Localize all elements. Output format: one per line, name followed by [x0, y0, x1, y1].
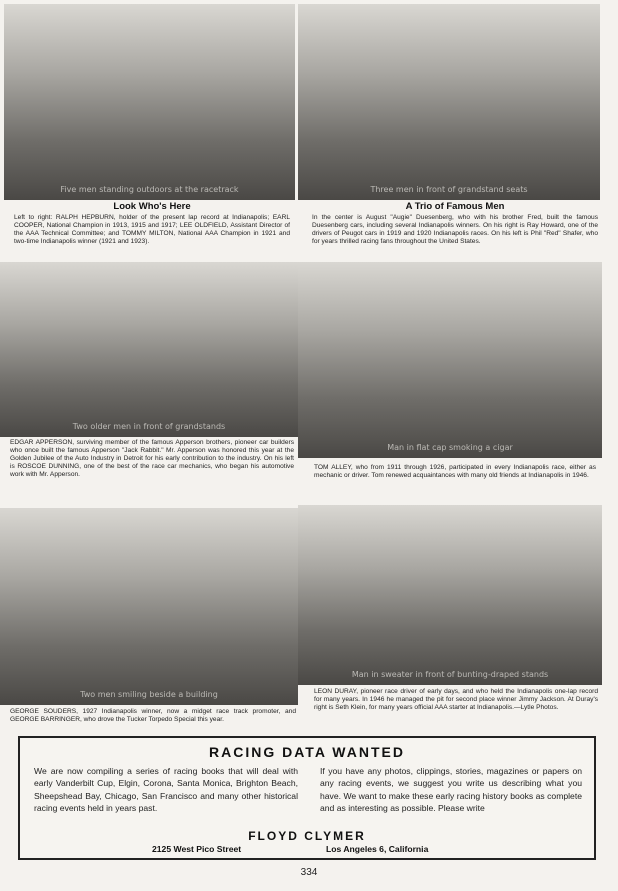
caption-body: GEORGE SOUDERS, 1927 Indianapolis winner, now a midget race track promoter, and GEORGE BARRINGER, who drove the Tucker Torpedo Special this year. — [10, 708, 296, 724]
photo-look-whos-here — [4, 4, 295, 200]
caption-trio-famous-men — [312, 201, 598, 246]
caption-look-whos-here — [14, 201, 290, 246]
photo-alt: Three men in front of grandstand seats — [370, 185, 528, 194]
caption-body: TOM ALLEY, who from 1911 through 1926, participated in every Indianapolis race, either as mechanic or driver. Tom renewed acquaintances with many old friends at Indianapolis in 1946. — [314, 464, 596, 480]
photo-alt: Five men standing outdoors at the racetrack — [60, 185, 239, 194]
photo-leon-duray — [298, 505, 602, 685]
photo-alt: Man in sweater in front of bunting-draped stands — [351, 670, 549, 679]
photo-alt: Man in flat cap smoking a cigar — [387, 443, 513, 452]
box-heading: RACING DATA WANTED — [209, 744, 405, 760]
caption-george-souders — [10, 708, 296, 724]
box-right-paragraph: If you have any photos, clippings, stories, magazines or papers on any racing events, we suggest you write us describing what you have. We want to make these early racing history books as complete and as interesting as possible. Please write — [320, 766, 582, 814]
publisher-name: FLOYD CLYMER — [248, 829, 366, 843]
caption-edgar-apperson — [10, 439, 294, 479]
caption-leon-duray — [314, 688, 598, 712]
page-number: 334 — [300, 867, 318, 878]
caption-body: EDGAR APPERSON, surviving member of the famous Apperson brothers, pioneer car builders who once built the famous Apperson "Jack Rabbit." Mr. Apperson was honored this year at the Golden Jubilee of the Auto Industry in Detroit for his early contribution to the industry. On his left is ROSCOE DUNNING, one of the best of the race car mechanics, who began his automotive work with Mr. Apperson. — [10, 439, 294, 479]
caption-body: LEON DURAY, pioneer race driver of early days, and who held the Indianapolis one-lap record for many years. In 1946 he managed the pit for second place winner Jimmy Jackson. At Duray's right is Seth Klein, for many years official AAA starter at Indianapolis.—Lytle Photos. — [314, 688, 598, 712]
photo-tom-alley — [298, 262, 602, 458]
photo-edgar-apperson — [0, 262, 298, 437]
photo-alt: Two men smiling beside a building — [80, 690, 218, 699]
caption-title: A Trio of Famous Men — [405, 201, 505, 212]
publisher-city: Los Angeles 6, California — [326, 844, 429, 854]
caption-body: In the center is August "Augie" Duesenberg, who with his brother Fred, built the famous Duesenberg cars, including several Indianapolis winners. On his right is Ray Howard, one of the drivers of Peugot cars in 1919 and 1920 Indianapolis races. On his left is Phil "Red" Shafer, who for years thrilled racing fans throughout the United States. — [312, 214, 598, 246]
publisher-street: 2125 West Pico Street — [152, 844, 242, 854]
photo-trio-famous-men — [298, 4, 600, 200]
caption-title: Look Who's Here — [113, 201, 191, 212]
caption-body: Left to right: RALPH HEPBURN, holder of the present lap record at Indianapolis; EARL COOPER, National Champion in 1913, 1915 and 1917; LEE OLDFIELD, Assistant Director of the AAA Technical Committee; and TOMMY MILTON, National AAA Champion in 1921 and two-time Indianapolis winner (1921 and 1923). — [14, 214, 290, 246]
photo-george-souders — [0, 508, 298, 705]
racing-data-wanted-box — [18, 736, 596, 860]
photo-alt: Two older men in front of grandstands — [72, 422, 226, 431]
caption-tom-alley — [314, 464, 596, 480]
box-left-paragraph: We are now compiling a series of racing books that will deal with early Vanderbilt Cup, Elgin, Corona, Santa Monica, Brighton Beach, Sheepshead Bay, Chicago, San Francisco and many other historical racing events held in years past. — [34, 766, 298, 814]
